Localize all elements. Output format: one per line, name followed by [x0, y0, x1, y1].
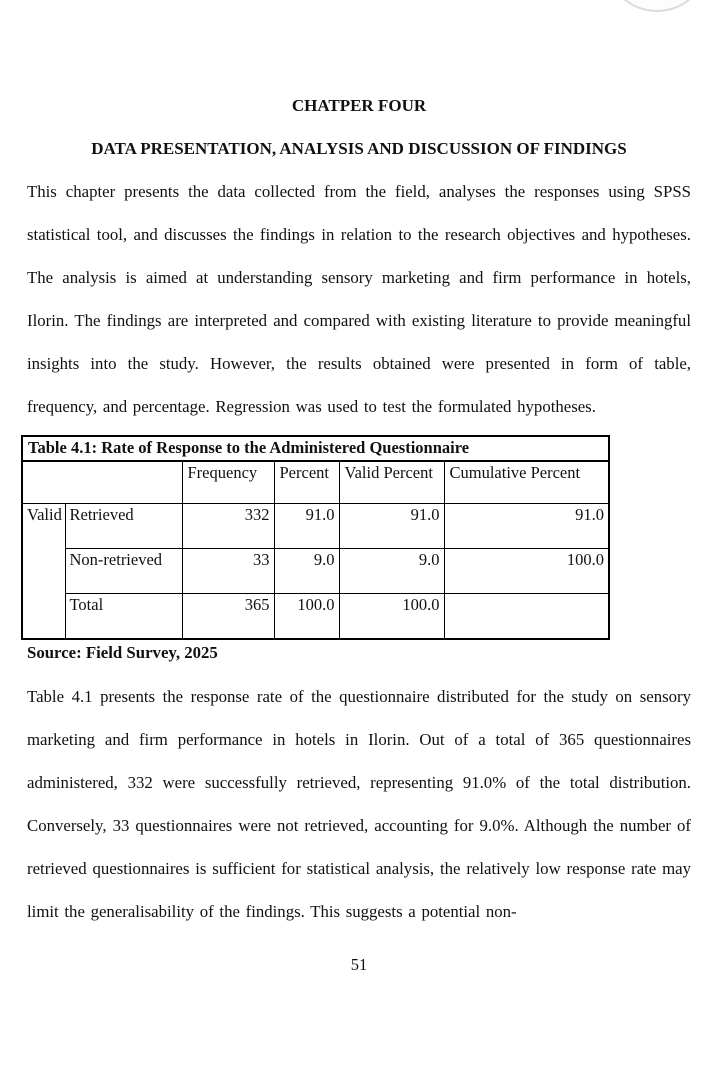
- valid-percent-cell: 91.0: [339, 504, 444, 549]
- table-title: Table 4.1: Rate of Response to the Administered Questionnaire: [22, 436, 609, 461]
- cumulative-percent-cell: 91.0: [444, 504, 609, 549]
- percent-cell: 100.0: [274, 594, 339, 640]
- column-header-frequency: Frequency: [182, 461, 274, 504]
- response-rate-table: [21, 435, 610, 640]
- valid-percent-cell: 9.0: [339, 549, 444, 594]
- row-label: Non-retrieved: [65, 549, 182, 594]
- intro-paragraph: This chapter presents the data collected from the field, analyses the responses using SPSS statistical tool, and discusses the findings in relation to the research objectives and hypotheses. The analysis is aimed at understanding sensory marketing and firm performance in hotels, Ilorin. The findings are interpreted and compared with existing literature to provide meaningful insights into the study. However, the results obtained were presented in form of table, frequency, and percentage. Regression was used to test the formulated hypotheses.: [27, 182, 691, 416]
- table-row: [22, 594, 609, 640]
- table-row: [22, 549, 609, 594]
- source-note: Source: Field Survey, 2025: [27, 643, 218, 662]
- percent-cell: 91.0: [274, 504, 339, 549]
- column-header-valid-percent: Valid Percent: [339, 461, 444, 504]
- frequency-cell: 33: [182, 549, 274, 594]
- page-number: 51: [350, 955, 368, 974]
- cumulative-percent-cell: [444, 594, 609, 640]
- row-label: Retrieved: [65, 504, 182, 549]
- frequency-cell: 332: [182, 504, 274, 549]
- column-header-cumulative-percent: Cumulative Percent: [444, 461, 609, 504]
- section-title: DATA PRESENTATION, ANALYSIS AND DISCUSSION OF FINDINGS: [91, 139, 627, 158]
- table-row: [22, 504, 609, 549]
- column-header-percent: Percent: [274, 461, 339, 504]
- table-corner-cell: [22, 461, 182, 504]
- cumulative-percent-cell: 100.0: [444, 549, 609, 594]
- row-group-label: Valid: [22, 504, 65, 640]
- frequency-cell: 365: [182, 594, 274, 640]
- chapter-title: CHATPER FOUR: [291, 96, 427, 115]
- percent-cell: 9.0: [274, 549, 339, 594]
- row-label: Total: [65, 594, 182, 640]
- analysis-paragraph: Table 4.1 presents the response rate of the questionnaire distributed for the study on sensory marketing and firm performance in hotels in Ilorin. Out of a total of 365 questionnaires administered, 332 were successfully retrieved, representing 91.0% of the total distribution. Conversely, 33 questionnaires were not retrieved, accounting for 9.0%. Although the number of retrieved questionnaires is sufficient for statistical analysis, the relatively low response rate may limit the generalisability of the findings. This suggests a potential non-: [27, 687, 691, 921]
- valid-percent-cell: 100.0: [339, 594, 444, 640]
